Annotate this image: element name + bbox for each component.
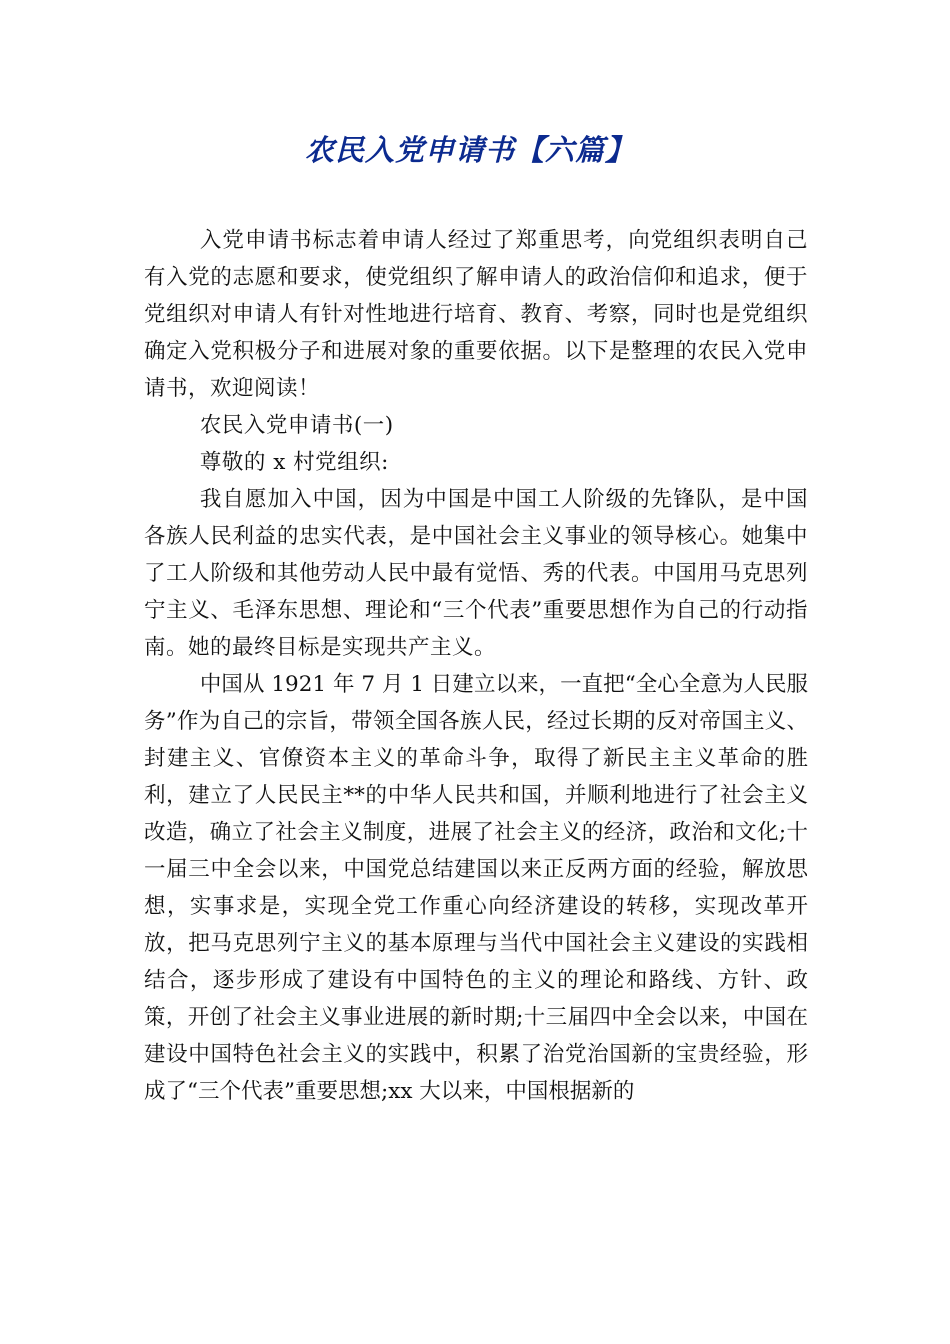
body-paragraph: 我自愿加入中国，因为中国是中国工人阶级的先锋队，是中国各族人民利益的忠实代表，是中国社会主义事业的领导核心。她集中了工人阶级和其他劳动人民中最有觉悟、秀的代表。中国用马克思列宁主义、毛泽东思想、理论和“三个代表”重要思想作为自己的行动指南。她的最终目标是实现共产主义。 (144, 487, 808, 660)
document-title: 农民入党申请书【六篇】 (304, 133, 635, 167)
intro-paragraph: 入党申请书标志着申请人经过了郑重思考，向党组织表明自己有入党的志愿和要求，使党组织了解申请人的政治信仰和追求，便于党组织对申请人有针对性地进行培育、教育、考察，同时也是党组织确定入党积极分子和进展对象的重要依据。以下是整理的农民入党申请书，欢迎阅读！ (144, 228, 808, 401)
document-body (144, 222, 808, 1110)
section-heading: 农民入党申请书(一) (199, 413, 394, 438)
salutation: 尊敬的 x 村党组织: (199, 450, 389, 475)
body-paragraph: 中国从 1921 年 7 月 1 日建立以来，一直把“全心全意为人民服务”作为自己的宗旨，带领全国各族人民，经过长期的反对帝国主义、封建主义、官僚资本主义的革命斗争，取得了新民主主义革命的胜利，建立了人民民主**的中华人民共和国，并顺利地进行了社会主义改造，确立了社会主义制度，进展了社会主义的经济，政治和文化;十一届三中全会以来，中国党总结建国以来正反两方面的经验，解放思想，实事求是，实现全党工作重心向经济建设的转移，实现改革开放，把马克思列宁主义的基本原理与当代中国社会主义建设的实践相结合，逐步形成了建设有中国特色的主义的理论和路线、方针、政策，开创了社会主义事业进展的新时期;十三届四中全会以来，中国在建设中国特色社会主义的实践中，积累了治党治国新的宝贵经验，形成了“三个代表”重要思想;xx 大以来，中国根据新的 (144, 672, 808, 1104)
